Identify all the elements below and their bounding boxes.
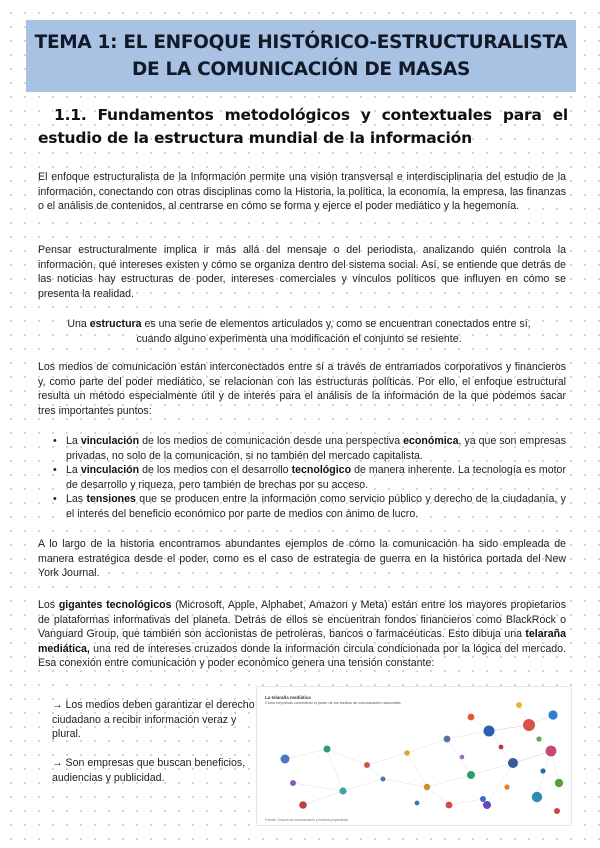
section-heading-line-2: estudio de la estructura mundial de la información — [38, 129, 472, 147]
title-line-1: TEMA 1: EL ENFOQUE HISTÓRICO-ESTRUCTURALISTA — [34, 32, 568, 53]
tech-bold: gigantes tecnológicos — [58, 599, 172, 611]
paragraph-tech-giants — [38, 598, 566, 671]
bullet-text: Las — [66, 493, 87, 506]
quote-pre: Una — [67, 318, 90, 330]
tech-text: Los — [38, 599, 59, 611]
bullet-bold: económica — [403, 435, 459, 447]
quote-bold: estructura — [89, 318, 142, 330]
title-banner — [26, 20, 576, 92]
bullet-bold: vinculación — [80, 464, 140, 477]
note-business-interest: → Son empresas que buscan beneficios, audiencias y publicidad. — [52, 757, 246, 784]
bullet-text: de manera inherente. La tecnología es motor de desarrollo y riqueza, pero también de brechas por su acceso. — [66, 464, 566, 491]
tech-text: (Microsoft, Apple, Alphabet, Amazon y Meta) están entre los mayores propietarios de plataformas informativas del planeta. Detrás de ellos se encuentran fondos financieros como BlackRock o Vanguard Group, que también son accionistas de petroleras, bancos o farmacéuticas. Esto dibuja una — [38, 599, 566, 641]
infographic-footer: Fuente: Grupos de comunicación y medios propietarios — [265, 818, 349, 822]
bullet-text: , ya que son empresas privadas, no solo de la comunicación, si no también del mercado capitalista. — [66, 435, 566, 462]
list-item — [50, 434, 566, 463]
bullet-bold: vinculación — [80, 435, 140, 447]
bullet-text: La — [66, 464, 81, 477]
list-item — [50, 463, 566, 492]
tech-text: una red de intereses cruzados donde la información circula condicionada por la lógica del mercado. Esa conexión entre comunicación y poder económico genera una tensión constante: — [38, 642, 566, 670]
bullet-bold: tecnológico — [291, 464, 352, 477]
network-graph — [257, 687, 573, 827]
bullet-text: La — [66, 435, 81, 447]
note-citizen-right: → Los medios deben garantizar el derecho ciudadano a recibir información veraz y plural. — [52, 699, 255, 741]
paragraph-structural-thinking: Pensar estructuralmente implica ir más allá del mensaje o del periodista, analizando quién controla la información, qué intereses existen y cómo se organiza dentro del sistema social. Así, se entiende que detrás de las noticias hay estructuras de poder, intereses comerciales y vínculos políticos que influyen en cómo se presenta la realidad. — [38, 244, 566, 300]
paragraph-intro: El enfoque estructuralista de la Información permite una visión transversal e interdisciplinaria del estudio de la información, conectando con otras disciplinas como la Historia, la política, la economía, la empresa, las finanzas o el análisis de contenidos, al centrarse en cómo se forma y ejerce el poder mediático y la hegemonía. — [38, 171, 566, 213]
bullet-text: que se producen entre la información como servicio público y derecho de la ciudadanía, y el interés del beneficio económico por parte de medios con ánimo de lucro. — [66, 493, 566, 520]
section-heading — [38, 104, 568, 150]
structure-definition — [60, 317, 538, 346]
bullet-text: de los medios con el desarrollo — [139, 464, 292, 477]
infographic-subtitle: Cómo empresas concentran el poder de los medios de comunicación nacionales — [265, 701, 401, 705]
list-item — [50, 492, 566, 521]
bullet-text: de los medios de comunicación desde una perspectiva — [139, 435, 404, 447]
section-heading-line-1: 1.1. Fundamentos metodológicos y contextuales para el — [54, 106, 568, 124]
quote-post: es una serie de elementos articulados y, como se encuentran conectados entre sí, cuando alguno experimenta una modificación el conjunto se resiente. — [136, 318, 531, 345]
infographic-title: La telaraña mediática — [265, 695, 311, 700]
title-line-2: DE LA COMUNICACIÓN DE MASAS — [131, 59, 471, 80]
media-web-infographic — [256, 686, 572, 826]
key-points-list — [50, 434, 566, 522]
tech-bold: telaraña mediática, — [38, 628, 566, 655]
bullet-bold: tensiones — [86, 493, 136, 506]
paragraph-media-interconnection: Los medios de comunicación están interconectados entre sí a través de entramados corporativos y financieros y, como parte del poder mediático, se relacionan con las estructuras políticas. Por ello, el enfoque estructural resulta un método especialmente útil y de interés para el análisis de la información de la que podemos sacar tres importantes puntos: — [38, 361, 566, 417]
paragraph-history: A lo largo de la historia encontramos abundantes ejemplos de cómo la comunicación ha sido empleada de manera estratégica desde el poder, como es el caso de estrategia de guerra en la histórica portada del New York Journal. — [38, 538, 566, 580]
